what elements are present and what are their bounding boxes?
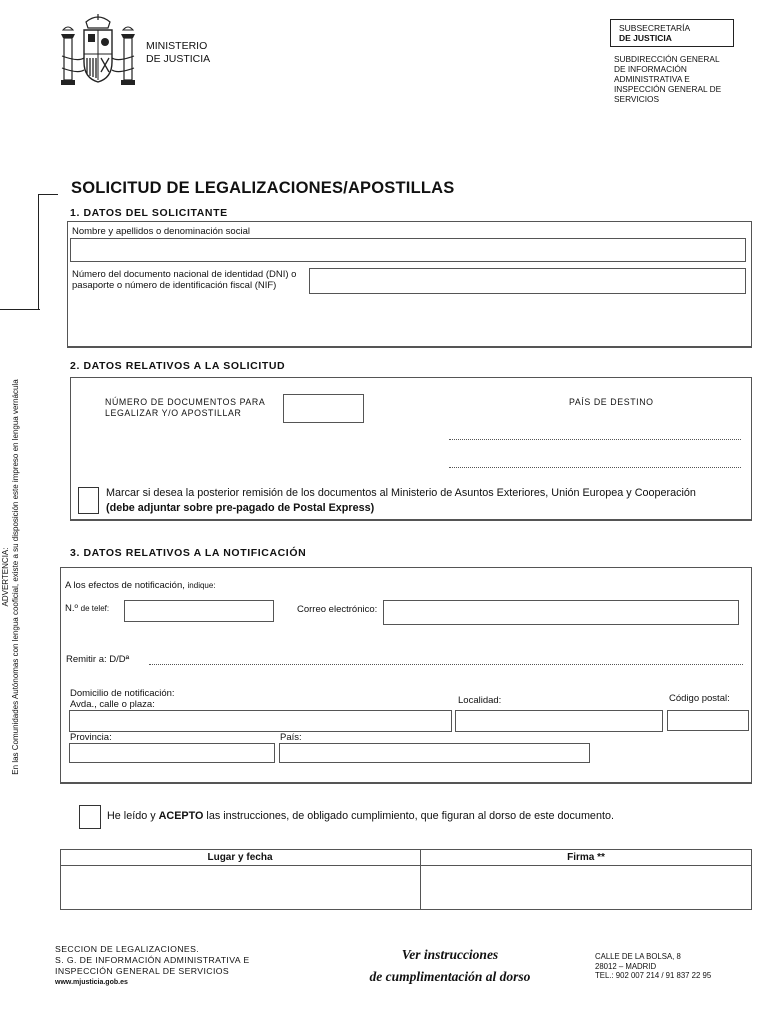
mail-checkbox-text — [106, 486, 696, 516]
ministry-line-2: DE JUSTICIA — [146, 53, 211, 65]
footer-left-line-2: S. G. DE INFORMACIÓN ADMINISTRATIVA E — [55, 955, 250, 965]
domicilio-line-1: Domicilio de notificación: — [70, 688, 175, 699]
cp-field[interactable] — [667, 710, 749, 731]
footer-center — [340, 944, 560, 988]
accept-bold: ACEPTO — [158, 810, 204, 822]
footer-url: www.mjusticia.gob.es — [55, 979, 128, 986]
ministry-line-1: MINISTERIO — [146, 40, 208, 52]
accept-suffix: las instrucciones, de obligado cumplimiento, que figuran al dorso de este documento. — [206, 810, 614, 822]
vertical-warning — [1, 367, 31, 787]
num-docs-line-2: LEGALIZAR Y/O APOSTILLAR — [105, 408, 242, 418]
num-docs-label — [105, 397, 265, 419]
intro-small: indique: — [187, 581, 216, 590]
name-field[interactable] — [70, 238, 746, 262]
subdireccion-line-2: DE INFORMACIÓN — [614, 64, 687, 74]
id-label — [72, 269, 296, 291]
name-label: Nombre y apellidos o denominación social — [72, 226, 250, 237]
remitir-label: Remitir a: D/Dª — [66, 654, 130, 665]
section2-heading: 2. DATOS RELATIVOS A LA SOLICITUD — [70, 360, 286, 372]
coat-of-arms-logo — [58, 12, 138, 94]
country-label: PAÍS DE DESTINO — [569, 397, 654, 407]
footer-right-line-2: 28012 – MADRID — [595, 961, 657, 971]
localidad-field[interactable] — [455, 710, 663, 732]
email-field[interactable] — [383, 600, 739, 625]
provincia-label: Provincia: — [70, 732, 112, 743]
country-line-2[interactable] — [449, 467, 741, 468]
subsecretaria-line-2: DE JUSTICIA — [619, 33, 672, 43]
subsecretaria-box — [610, 19, 734, 47]
phone-field[interactable] — [124, 600, 274, 622]
subdireccion-text — [614, 54, 721, 104]
id-field[interactable] — [309, 268, 746, 294]
subdireccion-line-3: ADMINISTRATIVA E — [614, 74, 690, 84]
phone-label-small: de telef: — [80, 604, 110, 613]
subsecretaria-line-1: SUBSECRETARÍA — [619, 23, 691, 33]
warning-text: En las Comunidades Autónomas con lengua cooficial, existe a su disposición este impreso en lengua vernácula — [11, 379, 20, 775]
num-docs-line-1: NÚMERO DE DOCUMENTOS PARA — [105, 397, 266, 407]
footer-right-line-1: CALLE DE LA BOLSA, 8 — [595, 952, 681, 961]
footer-center-line-2: de cumplimentación al dorso — [369, 969, 531, 984]
pais-label: País: — [280, 732, 302, 743]
notification-intro — [65, 580, 216, 591]
id-label-line-1: Número del documento nacional de identidad (DNI) o — [72, 269, 297, 280]
domicilio-field[interactable] — [69, 710, 452, 732]
pais-field[interactable] — [279, 743, 590, 763]
phone-label-main: N.º — [65, 603, 78, 614]
email-label: Correo electrónico: — [297, 604, 378, 615]
footer-left — [55, 944, 250, 988]
mail-text: Marcar si desea la posterior remisión de los documentos al Ministerio de Asuntos Exteriores, Unión Europea y Cooperación — [106, 487, 696, 499]
mail-checkbox[interactable] — [78, 487, 99, 514]
subdireccion-line-5: SERVICIOS — [614, 94, 660, 104]
id-label-line-2: pasaporte o número de identificación fiscal (NIF) — [72, 280, 277, 291]
section1-heading: 1. DATOS DEL SOLICITANTE — [70, 207, 228, 219]
accept-checkbox[interactable] — [79, 805, 101, 829]
country-line-1[interactable] — [449, 439, 741, 440]
margin-bracket-bottom — [0, 309, 40, 310]
footer-left-line-3: INSPECCIÓN GENERAL DE SERVICIOS — [55, 966, 230, 976]
cp-label: Código postal: — [669, 693, 730, 704]
footer-right — [595, 952, 711, 981]
section3-heading: 3. DATOS RELATIVOS A LA NOTIFICACIÓN — [70, 547, 307, 559]
accept-prefix: He leído y — [107, 810, 156, 822]
footer-left-line-1: SECCION DE LEGALIZACIONES. — [55, 944, 200, 954]
domicilio-line-2: Avda., calle o plaza: — [70, 699, 155, 710]
remitir-line[interactable] — [149, 664, 743, 665]
lugar-fecha-field[interactable] — [61, 866, 419, 909]
footer-center-line-1: Ver instrucciones — [401, 947, 499, 962]
lugar-fecha-header: Lugar y fecha — [207, 852, 273, 863]
ministry-name — [146, 40, 210, 66]
subdireccion-line-4: INSPECCIÓN GENERAL DE — [614, 84, 722, 94]
provincia-field[interactable] — [69, 743, 275, 763]
form-title: SOLICITUD DE LEGALIZACIONES/APOSTILLAS — [71, 179, 455, 197]
localidad-label: Localidad: — [458, 695, 502, 706]
footer-right-line-3: TEL.: 902 007 214 / 91 837 22 95 — [595, 971, 712, 980]
phone-label — [65, 603, 109, 614]
firma-header: Firma ** — [567, 852, 605, 863]
subdireccion-line-1: SUBDIRECCIÓN GENERAL — [614, 54, 720, 64]
intro-text: A los efectos de notificación, — [65, 580, 185, 591]
domicilio-label — [70, 688, 175, 710]
firma-field[interactable] — [421, 866, 751, 909]
accept-text — [107, 810, 614, 823]
mail-text-bold: (debe adjuntar sobre pre-pagado de Postal Express) — [106, 502, 375, 514]
warning-heading: ADVERTENCIA: — [1, 547, 10, 607]
num-docs-field[interactable] — [283, 394, 364, 423]
margin-bracket — [38, 194, 58, 310]
